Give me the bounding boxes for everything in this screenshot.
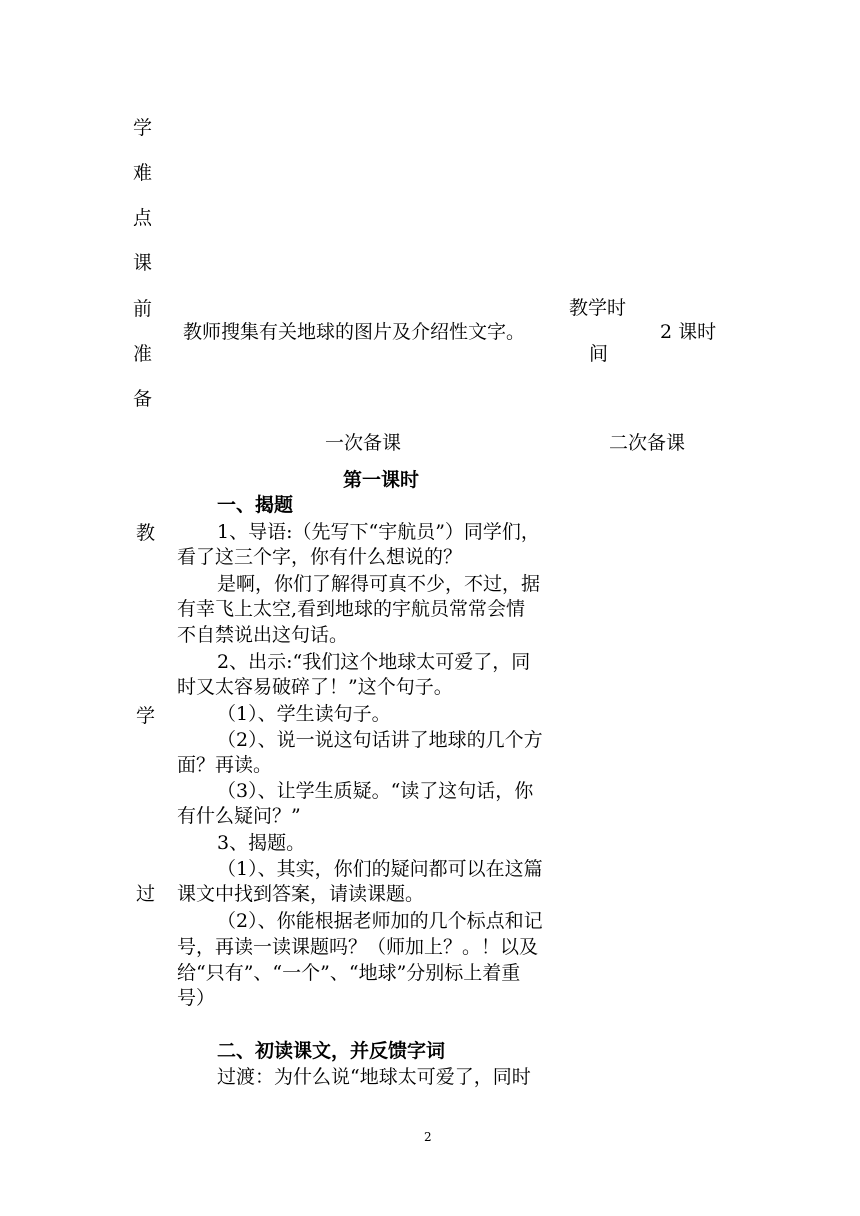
text-line: 3、揭题。 bbox=[217, 832, 306, 854]
text-line: 给“只有”、“一个”、“地球”分别标上着重 bbox=[177, 962, 521, 984]
section-heading: 二、初读课文，并反馈字词 bbox=[217, 1040, 446, 1062]
time-label: 教学时 bbox=[569, 297, 627, 319]
text-line: （2）、你能根据老师加的几个标点和记 bbox=[217, 910, 543, 932]
left-char: 点 bbox=[133, 207, 153, 229]
process-char: 学 bbox=[136, 705, 156, 727]
text-line: 看了这三个字，你有什么想说的？ bbox=[177, 546, 463, 568]
left-char: 前 bbox=[133, 298, 153, 320]
text-line: （1）、学生读句子。 bbox=[217, 703, 391, 725]
text-line: （2）、说一说这句话讲了地球的几个方 bbox=[217, 729, 543, 751]
prep-content: 教师搜集有关地球的图片及介绍性文字。 bbox=[183, 321, 526, 343]
left-char: 课 bbox=[133, 252, 153, 274]
text-line: 不自禁说出这句话。 bbox=[177, 624, 349, 646]
text-line: 1、导语:（先写下“宇航员”）同学们， bbox=[217, 521, 540, 543]
text-line: （3）、让学生质疑。“读了这句话，你 bbox=[217, 780, 534, 802]
text-line: 有什么疑问？” bbox=[177, 805, 301, 827]
text-line: 课文中找到答案，请读课题。 bbox=[177, 883, 425, 905]
header-first-prep: 一次备课 bbox=[325, 432, 402, 454]
text-line: 是啊，你们了解得可真不少，不过，据 bbox=[217, 573, 541, 595]
section-heading: 一、揭题 bbox=[217, 494, 294, 516]
lesson-title: 第一课时 bbox=[343, 469, 420, 491]
left-char: 备 bbox=[133, 388, 153, 410]
time-label-2: 间 bbox=[589, 343, 609, 365]
text-line: （1）、其实，你们的疑问都可以在这篇 bbox=[217, 858, 543, 880]
left-char: 学 bbox=[133, 117, 153, 139]
process-char: 过 bbox=[136, 883, 156, 905]
text-line: 号，再读一读课题吗？（师加上？。！以及 bbox=[177, 936, 539, 958]
text-line: 有幸飞上太空,看到地球的宇航员常常会情 bbox=[177, 598, 526, 620]
process-char: 教 bbox=[136, 522, 156, 544]
left-char: 难 bbox=[133, 162, 153, 184]
text-line: 时又太容易破碎了！”这个句子。 bbox=[177, 676, 453, 698]
text-line: 2、出示:“我们这个地球太可爱了，同 bbox=[217, 651, 531, 673]
page-number: 2 bbox=[424, 1130, 432, 1144]
text-line: 过渡：为什么说“地球太可爱了，同时 bbox=[217, 1066, 531, 1088]
header-second-prep: 二次备课 bbox=[609, 432, 686, 454]
left-char: 准 bbox=[133, 343, 153, 365]
text-line: 面？再读。 bbox=[177, 754, 273, 776]
time-value: 2 课时 bbox=[660, 321, 717, 343]
text-line: 号） bbox=[177, 987, 216, 1009]
